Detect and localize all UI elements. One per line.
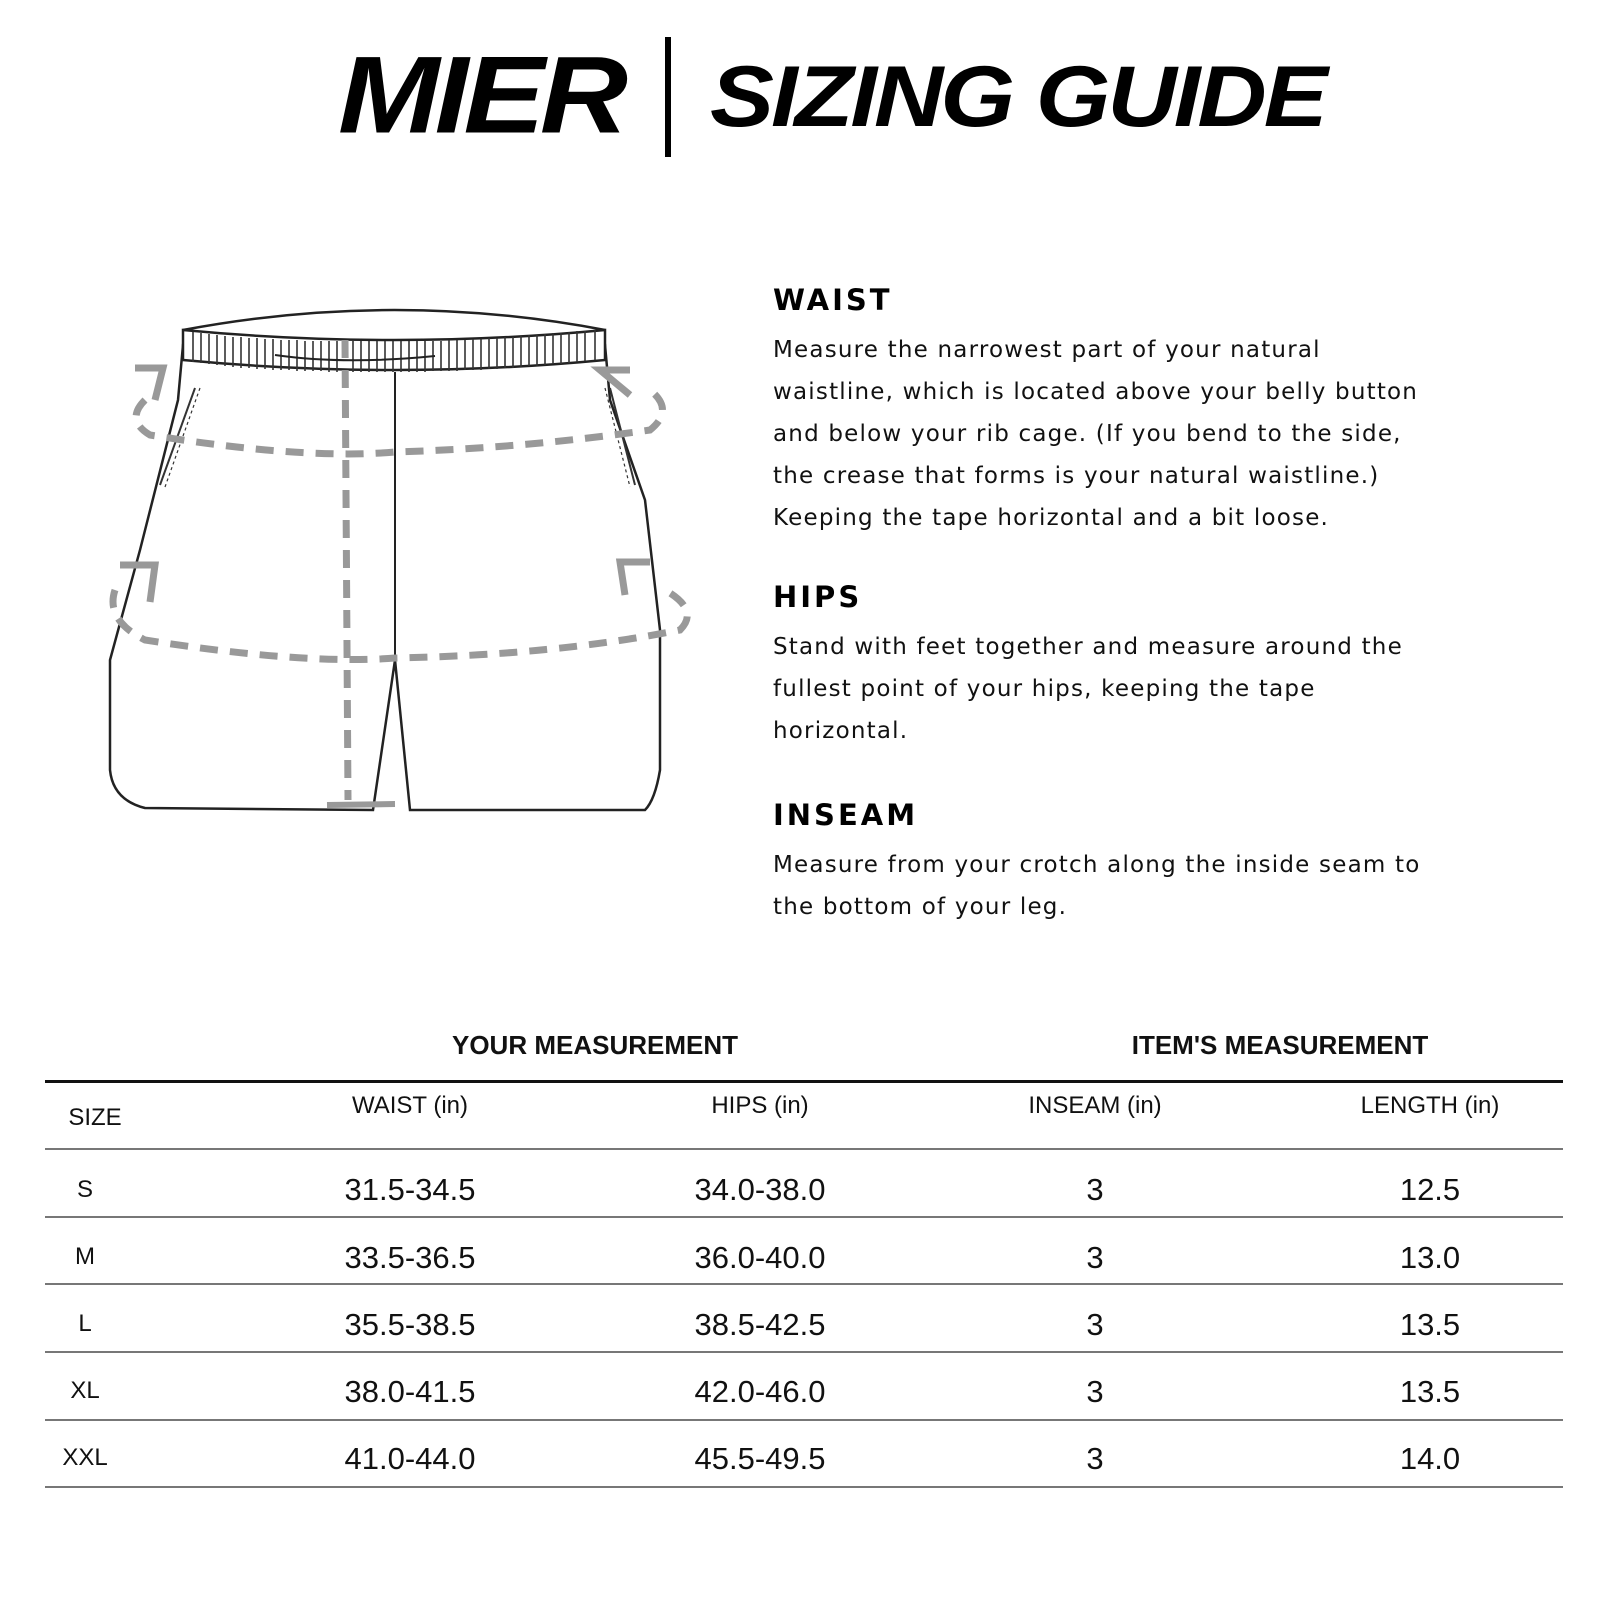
col-header-hips: HIPS (in) (711, 1092, 809, 1119)
text-line: the crease that forms is your natural waistline.) (773, 463, 1380, 489)
text-line: the bottom of your leg. (773, 894, 1068, 920)
header-divider (665, 37, 671, 157)
row-rule (45, 1216, 1563, 1218)
hips-cell: 38.5-42.5 (694, 1307, 826, 1342)
size-cell: S (76, 1176, 93, 1203)
page-title: SIZING GUIDE (710, 48, 1325, 145)
waist-cell: 33.5-36.5 (344, 1240, 476, 1275)
waist-text (773, 329, 1493, 539)
shorts-measurement-diagram-icon (105, 300, 705, 860)
waist-cell: 35.5-38.5 (344, 1307, 476, 1342)
row-rule (45, 1419, 1563, 1421)
size-cell: M (75, 1243, 95, 1270)
table-top-rule (45, 1080, 1563, 1083)
hips-cell: 34.0-38.0 (694, 1172, 826, 1207)
brand-logo: MIER (338, 33, 623, 157)
text-line: fullest point of your hips, keeping the tape (773, 676, 1316, 702)
length-cell: 14.0 (1399, 1441, 1461, 1476)
length-cell: 13.0 (1399, 1240, 1461, 1275)
text-line: and below your rib cage. (If you bend to the side, (773, 421, 1402, 447)
length-cell: 13.5 (1399, 1374, 1461, 1409)
hips-text (773, 626, 1493, 752)
row-rule (45, 1283, 1563, 1285)
inseam-text (773, 844, 1493, 928)
hips-heading: HIPS (773, 580, 863, 614)
waist-cell: 41.0-44.0 (344, 1441, 476, 1476)
text-line: waistline, which is located above your belly button (773, 379, 1419, 405)
text-line: Measure the narrowest part of your natural (773, 337, 1321, 363)
hips-instructions (773, 580, 1493, 752)
inseam-heading: INSEAM (773, 798, 919, 832)
hips-cell: 36.0-40.0 (694, 1240, 826, 1275)
col-header-waist: WAIST (in) (351, 1092, 468, 1119)
inseam-cell: 3 (1086, 1240, 1104, 1275)
waist-cell: 38.0-41.5 (344, 1374, 476, 1409)
hips-cell: 42.0-46.0 (694, 1374, 826, 1409)
row-rule (45, 1351, 1563, 1353)
size-cell: L (78, 1310, 92, 1337)
waistband (183, 330, 605, 370)
waist-cell: 31.5-34.5 (344, 1172, 476, 1207)
inseam-cell: 3 (1086, 1441, 1104, 1476)
col-header-length: LENGTH (in) (1360, 1092, 1500, 1119)
table-bottom-rule (45, 1486, 1563, 1488)
inseam-instructions (773, 798, 1493, 928)
col-header-inseam: INSEAM (in) (1028, 1092, 1162, 1119)
text-line: Keeping the tape horizontal and a bit loose. (773, 505, 1330, 531)
length-cell: 13.5 (1399, 1307, 1461, 1342)
text-line: Measure from your crotch along the inside seam to (773, 852, 1421, 878)
length-cell: 12.5 (1399, 1172, 1461, 1207)
item-measurement-group-header: ITEM'S MEASUREMENT (1131, 1030, 1429, 1060)
col-header-size: SIZE (68, 1104, 122, 1131)
hips-cell: 45.5-49.5 (694, 1441, 826, 1476)
inseam-cell: 3 (1086, 1307, 1104, 1342)
waist-instructions (773, 283, 1493, 539)
your-measurement-group-header: YOUR MEASUREMENT (451, 1030, 738, 1060)
text-line: Stand with feet together and measure around the (773, 634, 1403, 660)
inseam-cell: 3 (1086, 1374, 1104, 1409)
size-cell: XL (70, 1377, 100, 1404)
shorts-outline (110, 345, 660, 810)
size-cell: XXL (62, 1444, 108, 1471)
waist-heading: WAIST (773, 283, 893, 317)
inseam-cell: 3 (1086, 1172, 1104, 1207)
header-rule (45, 1148, 1563, 1150)
text-line: horizontal. (773, 718, 909, 744)
